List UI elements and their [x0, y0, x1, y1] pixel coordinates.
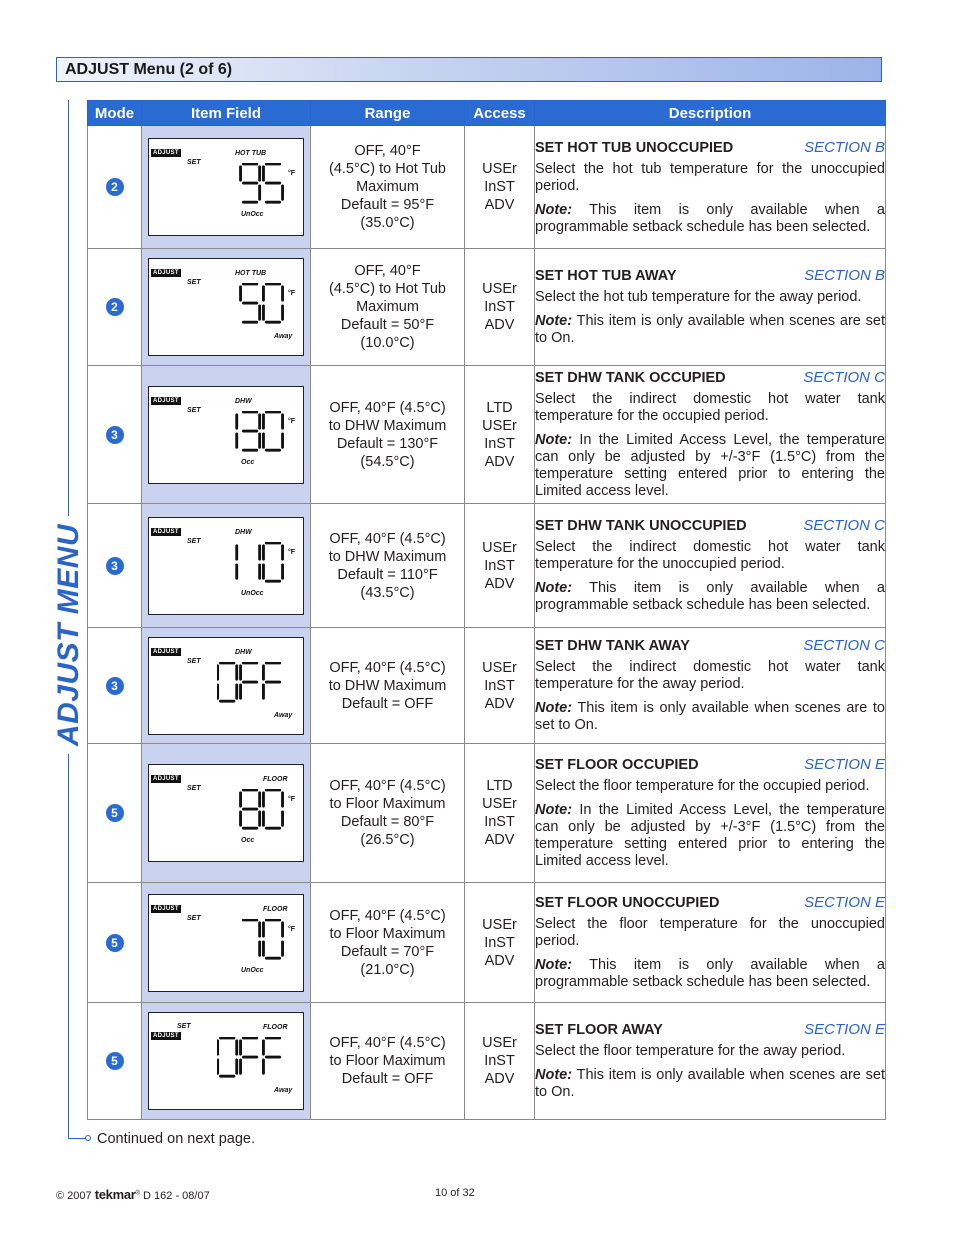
access-level: ADV: [484, 317, 515, 333]
description-header: [535, 267, 885, 285]
section-reference: SECTION E: [804, 1021, 885, 1038]
range-line: (35.0°C): [360, 215, 415, 231]
mode-number-badge: 2: [106, 298, 124, 316]
access-cell: [465, 628, 535, 744]
range-cell: [311, 366, 465, 504]
lcd-degree-unit: °F: [288, 548, 296, 556]
table-row: [88, 366, 886, 504]
description-header: [535, 1021, 885, 1039]
range-line: (43.5°C): [360, 584, 415, 601]
section-reference: SECTION B: [804, 138, 885, 156]
lcd-degree-unit: °F: [288, 796, 296, 803]
range-line: Default = OFF: [341, 695, 434, 712]
access-level: USEr: [482, 1035, 517, 1051]
range-line: to DHW Maximum: [328, 677, 447, 694]
access-level: ADV: [484, 453, 515, 470]
access-cell: [465, 504, 535, 628]
item-field-cell: [142, 366, 311, 504]
note-text: This item is only available when scenes are set to On.: [535, 1067, 885, 1100]
range-line: Default = 95°F: [340, 197, 435, 213]
item-description: Select the indirect domestic hot water tank temperature for the occupied period.: [535, 391, 885, 424]
description-cell: [535, 249, 886, 366]
range-cell: [311, 883, 465, 1003]
footer-page-number: 10 of 32: [435, 1187, 475, 1199]
lcd-category-label: DHW: [235, 528, 252, 536]
access-level: InST: [484, 814, 515, 830]
item-title: SET HOT TUB AWAY: [535, 268, 677, 284]
table-header-row: [88, 101, 886, 126]
item-title: SET DHW TANK UNOCCUPIED: [535, 518, 747, 534]
range-line: to Floor Maximum: [329, 1053, 446, 1069]
mode-number-badge: 5: [106, 1052, 124, 1070]
lcd-degree-unit: °F: [288, 417, 296, 425]
item-description: Select the hot tub temperature for the unoccupied period.: [535, 160, 885, 194]
description-header: [535, 637, 885, 655]
range-line: OFF, 40°F: [354, 143, 421, 159]
mode-number-badge: 3: [106, 426, 124, 444]
item-note: [535, 700, 885, 734]
mode-number-badge: 3: [106, 557, 124, 575]
side-label-text: ADJUST MENU: [52, 516, 86, 754]
item-field-cell: [142, 883, 311, 1003]
lcd-adjust-label: ADJUST: [153, 905, 179, 912]
description-cell: [535, 366, 886, 504]
lcd-digits: [217, 789, 287, 831]
access-level: USEr: [482, 659, 517, 676]
note-text: This item is only available when a programmable setback schedule has been selected.: [535, 957, 885, 990]
lcd-adjust-label: ADJUST: [153, 270, 179, 276]
description-cell: [535, 504, 886, 628]
item-note: [535, 580, 885, 614]
section-title-bar: [56, 57, 882, 82]
lcd-set-label: SET: [177, 1023, 191, 1030]
table-row: [88, 744, 886, 883]
lcd-degree-unit: °F: [288, 290, 296, 297]
access-level: InST: [484, 299, 515, 315]
lcd-adjust-label: ADJUST: [153, 776, 179, 782]
lcd-adjust-label: ADJUST: [153, 648, 179, 655]
access-level: USEr: [482, 161, 517, 177]
range-line: Default = 110°F: [337, 566, 438, 583]
description-cell: [535, 883, 886, 1003]
item-title: SET HOT TUB UNOCCUPIED: [535, 139, 734, 156]
side-rule-end-circle: [85, 1135, 91, 1141]
item-title: SET DHW TANK AWAY: [535, 638, 690, 654]
lcd-adjust-label: ADJUST: [153, 150, 179, 156]
mode-cell: [88, 628, 142, 744]
lcd-set-label: SET: [187, 406, 201, 414]
range-line: OFF, 40°F (4.5°C): [329, 530, 446, 547]
range-line: (4.5°C) to Hot Tub: [328, 161, 446, 177]
description-header: [535, 369, 885, 387]
access-level: ADV: [484, 197, 515, 213]
item-description: Select the indirect domestic hot water tank temperature for the away period.: [535, 659, 885, 692]
item-field-cell: [142, 126, 311, 249]
item-note: [535, 957, 885, 991]
lcd-set-label: SET: [187, 159, 201, 166]
lcd-set-label: SET: [187, 657, 201, 665]
lcd-display: [148, 517, 304, 615]
page-title: ADJUST Menu (2 of 6): [65, 61, 233, 78]
mode-cell: [88, 744, 142, 883]
note-label: Note:: [535, 580, 573, 596]
lcd-digits: [217, 542, 287, 584]
lcd-degree-unit: °F: [288, 170, 296, 177]
note-text: This item is only available when scenes are set to On.: [535, 313, 885, 346]
range-line: Default = 70°F: [340, 943, 435, 960]
lcd-display: [148, 764, 304, 862]
range-line: OFF, 40°F (4.5°C): [329, 1035, 446, 1051]
note-text: This item is only available when a programmable setback schedule has been selected.: [535, 201, 885, 235]
side-rule-bottom: [68, 742, 69, 1138]
note-label: Note:: [535, 802, 573, 818]
access-cell: [465, 744, 535, 883]
note-label: Note:: [535, 700, 573, 716]
access-level: InST: [484, 677, 515, 694]
lcd-category-label: FLOOR: [263, 905, 288, 913]
access-level: USEr: [482, 281, 517, 297]
access-cell: [465, 366, 535, 504]
range-line: to DHW Maximum: [328, 417, 447, 434]
lcd-period-label: Occ: [241, 837, 255, 844]
lcd-period-label: Occ: [241, 458, 255, 466]
access-cell: [465, 249, 535, 366]
range-cell: [311, 628, 465, 744]
table-row: [88, 249, 886, 366]
access-level: USEr: [482, 417, 517, 434]
footer-copyright: © 2007: [56, 1190, 92, 1202]
lcd-degree-unit: °F: [288, 925, 296, 933]
lcd-adjust-label: ADJUST: [153, 1033, 179, 1039]
range-cell: [311, 1003, 465, 1120]
column-header-description: Description: [535, 101, 886, 126]
lcd-digits: [217, 411, 287, 453]
range-line: to Floor Maximum: [329, 796, 446, 812]
range-cell: [311, 249, 465, 366]
range-cell: [311, 504, 465, 628]
lcd-period-label: Away: [274, 711, 293, 719]
section-reference: SECTION E: [804, 894, 885, 911]
access-level: LTD: [486, 399, 513, 416]
range-cell: [311, 744, 465, 883]
item-title: SET DHW TANK OCCUPIED: [535, 370, 726, 386]
range-line: (26.5°C): [360, 832, 415, 848]
access-level: USEr: [482, 916, 517, 933]
section-reference: SECTION C: [803, 637, 885, 654]
lcd-category-label: HOT TUB: [235, 150, 267, 157]
note-label: Note:: [535, 313, 573, 329]
lcd-category-label: FLOOR: [263, 1024, 288, 1031]
note-label: Note:: [535, 201, 573, 218]
access-level: USEr: [482, 539, 517, 556]
lcd-digits: [217, 1037, 287, 1079]
range-line: Maximum: [356, 179, 419, 195]
lcd-digits: [217, 163, 287, 205]
item-field-cell: [142, 1003, 311, 1120]
mode-cell: [88, 249, 142, 366]
description-header: [535, 517, 885, 535]
range-line: Default = OFF: [341, 1071, 434, 1087]
item-description: Select the floor temperature for the away period.: [535, 1043, 846, 1059]
mode-number-badge: 5: [106, 804, 124, 822]
item-field-cell: [142, 744, 311, 883]
item-description: Select the floor temperature for the occupied period.: [535, 778, 870, 794]
lcd-adjust-label: ADJUST: [153, 397, 179, 404]
lcd-period-label: Away: [274, 1087, 293, 1094]
access-cell: [465, 883, 535, 1003]
lcd-display: [148, 386, 304, 484]
access-level: InST: [484, 934, 515, 951]
table-row: [88, 628, 886, 744]
column-header-access: Access: [465, 101, 535, 126]
range-line: Default = 50°F: [340, 317, 435, 333]
lcd-display: [148, 894, 304, 992]
table-row: [88, 504, 886, 628]
footer-doc-number: D 162 - 08/07: [143, 1190, 210, 1202]
item-title: SET FLOOR OCCUPIED: [535, 757, 699, 773]
range-line: Default = 130°F: [336, 435, 439, 452]
range-line: Maximum: [356, 299, 419, 315]
lcd-display: [148, 138, 304, 236]
tekmar-logo: tekmar: [94, 1187, 136, 1202]
lcd-category-label: FLOOR: [263, 776, 288, 783]
description-header: [535, 894, 885, 912]
range-line: OFF, 40°F (4.5°C): [329, 399, 446, 416]
side-rule-top: [68, 100, 69, 528]
range-line: (10.0°C): [360, 335, 415, 351]
table-row: [88, 126, 886, 249]
item-note: [535, 802, 885, 870]
access-level: ADV: [484, 695, 515, 712]
note-label: Note:: [535, 432, 573, 448]
mode-cell: [88, 126, 142, 249]
access-level: USEr: [482, 796, 517, 812]
lcd-display: [148, 637, 304, 735]
lcd-period-label: Away: [274, 333, 293, 340]
description-cell: [535, 126, 886, 249]
lcd-set-label: SET: [187, 785, 201, 792]
range-line: to DHW Maximum: [328, 548, 447, 565]
mode-cell: [88, 1003, 142, 1120]
column-header-mode: Mode: [88, 101, 142, 126]
access-level: InST: [484, 557, 515, 574]
mode-number-badge: 5: [106, 934, 124, 952]
range-line: (4.5°C) to Hot Tub: [328, 281, 446, 297]
footer-reg-mark: ®: [135, 1190, 140, 1197]
item-title: SET FLOOR AWAY: [535, 1022, 663, 1038]
range-line: (21.0°C): [360, 961, 415, 978]
item-description: Select the hot tub temperature for the away period.: [535, 289, 862, 305]
lcd-display: [148, 1012, 304, 1110]
description-header: [535, 756, 885, 774]
table-row: [88, 883, 886, 1003]
access-level: InST: [484, 435, 515, 452]
lcd-category-label: DHW: [235, 397, 252, 405]
side-rule-connector: [68, 1138, 86, 1139]
column-header-item-field: Item Field: [142, 101, 311, 126]
item-field-cell: [142, 504, 311, 628]
lcd-display: [148, 258, 304, 356]
lcd-adjust-label: ADJUST: [153, 528, 179, 535]
mode-cell: [88, 883, 142, 1003]
range-line: OFF, 40°F (4.5°C): [329, 659, 446, 676]
description-cell: [535, 628, 886, 744]
item-field-cell: [142, 249, 311, 366]
range-line: OFF, 40°F (4.5°C): [329, 907, 446, 924]
footer-left: [56, 1187, 210, 1202]
range-line: OFF, 40°F (4.5°C): [329, 778, 446, 794]
access-cell: [465, 126, 535, 249]
lcd-set-label: SET: [187, 279, 201, 286]
note-label: Note:: [535, 1067, 573, 1083]
lcd-period-label: UnOcc: [241, 966, 264, 974]
lcd-digits: [217, 662, 287, 704]
item-field-cell: [142, 628, 311, 744]
item-description: Select the indirect domestic hot water tank temperature for the unoccupied period.: [535, 539, 885, 572]
lcd-set-label: SET: [187, 914, 201, 922]
lcd-digits: [217, 919, 287, 961]
section-reference: SECTION C: [803, 369, 885, 386]
item-title: SET FLOOR UNOCCUPIED: [535, 895, 720, 911]
lcd-period-label: UnOcc: [241, 211, 264, 218]
access-level: InST: [484, 1053, 515, 1069]
section-reference: SECTION C: [803, 517, 885, 534]
section-reference: SECTION B: [804, 267, 885, 284]
lcd-digits: [217, 283, 287, 325]
access-level: ADV: [484, 952, 515, 969]
mode-cell: [88, 504, 142, 628]
item-note: [535, 202, 885, 236]
lcd-category-label: DHW: [235, 648, 252, 656]
mode-cell: [88, 366, 142, 504]
range-line: (54.5°C): [360, 453, 415, 470]
column-header-range: Range: [311, 101, 465, 126]
access-level: ADV: [484, 1071, 515, 1087]
continued-note: Continued on next page.: [97, 1131, 256, 1147]
description-cell: [535, 744, 886, 883]
item-description: Select the floor temperature for the unoccupied period.: [535, 916, 885, 949]
access-level: ADV: [484, 575, 515, 592]
range-line: OFF, 40°F: [354, 263, 421, 279]
table-body: [88, 126, 886, 1120]
note-text: In the Limited Access Level, the temperature can only be adjusted by +/-3°F (1.5°C) from the temperature setting entered prior to entering the Limited access level.: [535, 432, 885, 499]
lcd-period-label: UnOcc: [241, 589, 264, 597]
adjust-menu-table: [87, 100, 886, 1120]
range-line: to Floor Maximum: [329, 925, 446, 942]
access-level: ADV: [484, 832, 515, 848]
note-label: Note:: [535, 957, 573, 973]
lcd-category-label: HOT TUB: [235, 270, 267, 277]
mode-number-badge: 2: [106, 178, 124, 196]
description-header: [535, 139, 885, 157]
item-note: [535, 1067, 885, 1101]
note-text: This item is only available when a programmable setback schedule has been selected.: [535, 580, 885, 613]
note-text: In the Limited Access Level, the temperature can only be adjusted by +/-3°F (1.5°C) from the temperature setting entered prior to entering the Limited access level.: [535, 802, 885, 869]
mode-number-badge: 3: [106, 677, 124, 695]
range-line: Default = 80°F: [340, 814, 435, 830]
table-row: [88, 1003, 886, 1120]
access-cell: [465, 1003, 535, 1120]
range-cell: [311, 126, 465, 249]
access-level: InST: [484, 179, 515, 195]
item-note: [535, 432, 885, 500]
description-cell: [535, 1003, 886, 1120]
section-reference: SECTION E: [804, 756, 885, 773]
lcd-set-label: SET: [187, 537, 201, 545]
item-note: [535, 313, 885, 347]
access-level: LTD: [486, 778, 513, 794]
note-text: This item is only available when scenes are to set to On.: [535, 700, 885, 733]
